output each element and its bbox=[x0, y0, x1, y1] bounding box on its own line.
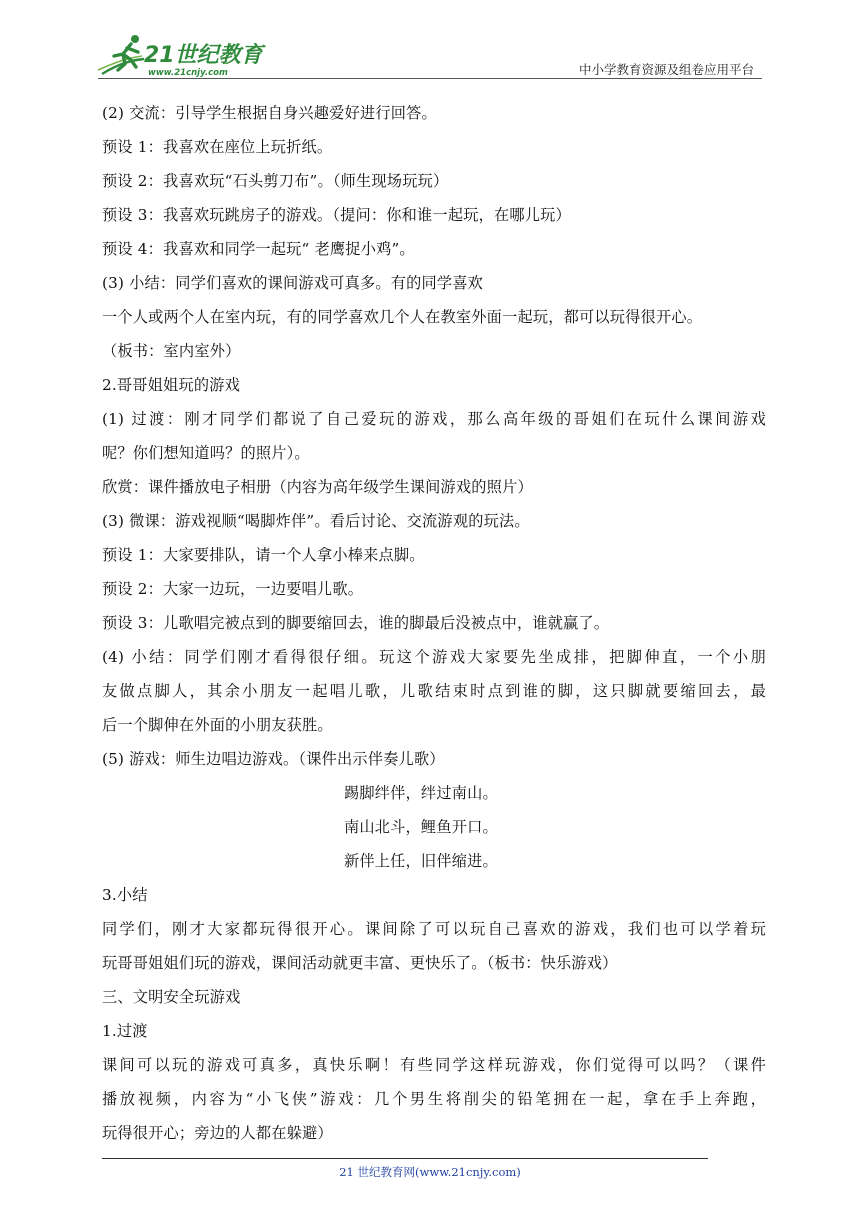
document-body bbox=[102, 96, 766, 1150]
platform-name: 中小学教育资源及组卷应用平台 bbox=[578, 62, 754, 77]
footer-text: 21 世纪教育网(www.21cnjy.com) bbox=[339, 1165, 521, 1179]
verse-line: 踢脚绊伴，绊过南山。 bbox=[344, 784, 498, 802]
text-line: (4) 小结：同学们刚才看得很仔细。玩这个游戏大家要先坐成排，把脚伸直，一个小朋 bbox=[102, 648, 766, 666]
text-line: 三、文明安全玩游戏 bbox=[102, 988, 241, 1006]
text-line: 预设 2：大家一边玩，一边要唱儿歌。 bbox=[102, 580, 364, 598]
text-line: 2.哥哥姐姐玩的游戏 bbox=[102, 376, 240, 394]
text-line: 欣赏：课件播放电子相册（内容为高年级学生课间游戏的照片） bbox=[102, 478, 533, 496]
text-line: 1.过渡 bbox=[102, 1022, 148, 1040]
verse-line: 南山北斗，鲤鱼开口。 bbox=[344, 818, 498, 836]
text-line: 后一个脚伸在外面的小朋友获胜。 bbox=[102, 716, 333, 734]
text-line: 预设 4：我喜欢和同学一起玩“ 老鹰捉小鸡”。 bbox=[102, 240, 415, 258]
text-line: 玩得很开心；旁边的人都在躲避） bbox=[102, 1124, 333, 1142]
verse-line: 新伴上任，旧伴缩进。 bbox=[344, 852, 498, 870]
logo-text: 21世纪教育 bbox=[144, 43, 263, 68]
logo bbox=[98, 34, 273, 78]
header-divider bbox=[98, 78, 762, 79]
text-line: (2) 交流：引导学生根据自身兴趣爱好进行回答。 bbox=[102, 104, 437, 122]
text-line: 呢？你们想知道吗？的照片）。 bbox=[102, 444, 310, 462]
page-header bbox=[98, 30, 762, 82]
text-line: (5) 游戏：师生边唱边游戏。（课件出示伴奏儿歌） bbox=[102, 750, 445, 768]
text-line: 预设 3：我喜欢玩跳房子的游戏。（提问：你和谁一起玩，在哪儿玩） bbox=[102, 206, 571, 224]
footer-divider bbox=[102, 1158, 708, 1159]
text-line: 友做点脚人，其余小朋友一起唱儿歌，儿歌结束时点到谁的脚，这只脚就要缩回去，最 bbox=[102, 682, 766, 700]
text-line: 预设 1：我喜欢在座位上玩折纸。 bbox=[102, 138, 333, 156]
text-line: 一个人或两个人在室内玩，有的同学喜欢几个人在教室外面一起玩，都可以玩得很开心。 bbox=[102, 308, 703, 326]
text-line: 同学们，刚才大家都玩得很开心。课间除了可以玩自己喜欢的游戏，我们也可以学着玩 bbox=[102, 920, 766, 938]
text-line: 预设 2：我喜欢玩“石头剪刀布”。（师生现场玩玩） bbox=[102, 172, 449, 190]
text-line: 预设 1：大家要排队，请一个人拿小棒来点脚。 bbox=[102, 546, 425, 564]
text-line: 课间可以玩的游戏可真多，真快乐啊！有些同学这样玩游戏，你们觉得可以吗？（课件 bbox=[102, 1056, 766, 1074]
text-line: 3.小结 bbox=[102, 886, 148, 904]
text-line: (3) 微课：游戏视顺“喝脚炸伴”。看后讨论、交流游观的玩法。 bbox=[102, 512, 530, 530]
text-line: 预设 3：儿歌唱完被点到的脚要缩回去，谁的脚最后没被点中，谁就赢了。 bbox=[102, 614, 610, 632]
logo-url: www.21cnjy.com bbox=[148, 68, 228, 78]
text-line: 播放视频，内容为“小飞侠”游戏：几个男生将削尖的铅笔拥在一起，拿在手上奔跑， bbox=[102, 1090, 766, 1108]
text-line: (3) 小结：同学们喜欢的课间游戏可真多。有的同学喜欢 bbox=[102, 274, 484, 292]
text-line: (1) 过渡：刚才同学们都说了自己爱玩的游戏，那么高年级的哥姐们在玩什么课间游戏 bbox=[102, 410, 766, 428]
text-line: 玩哥哥姐姐们玩的游戏，课间活动就更丰富、更快乐了。（板书：快乐游戏） bbox=[102, 954, 618, 972]
runner-icon bbox=[98, 35, 144, 74]
text-line: （板书：室内室外） bbox=[102, 342, 241, 360]
